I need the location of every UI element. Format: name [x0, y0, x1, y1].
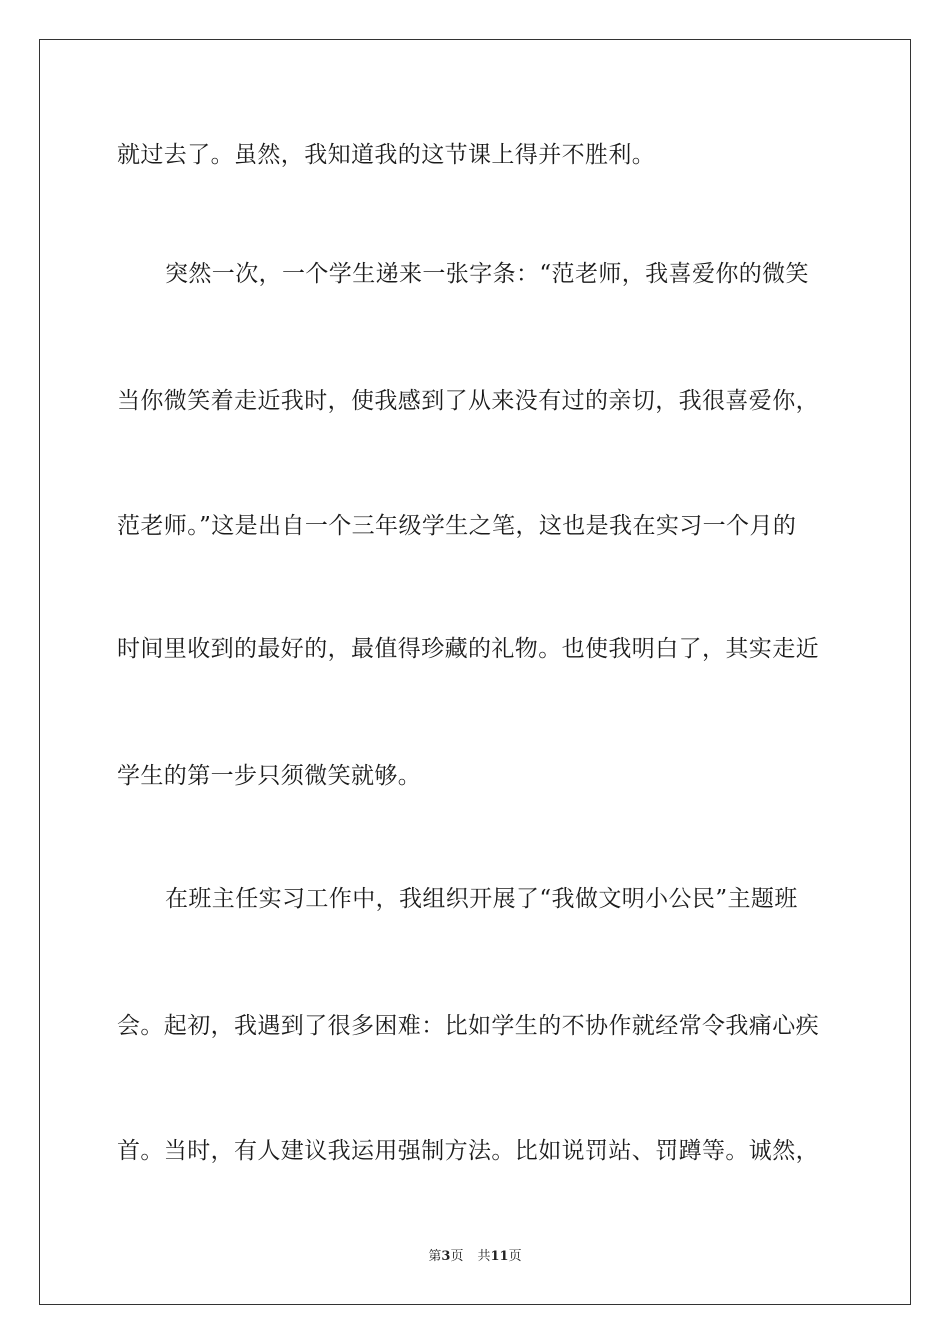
text-line-4: 范老师。”这是出自一个三年级学生之笔，这也是我在实习一个月的 [117, 513, 797, 539]
text-line-7: 在班主任实习工作中，我组织开展了“我做文明小公民”主题班 [165, 886, 798, 912]
text-line-9: 首。当时，有人建议我运用强制方法。比如说罚站、罚蹲等。诚然， [117, 1138, 819, 1164]
footer-page-total: 11 [490, 1249, 509, 1264]
text-line-8: 会。起初，我遇到了很多困难：比如学生的不协作就经常令我痛心疾 [117, 1013, 819, 1039]
footer-page-suffix: 页 [450, 1249, 464, 1264]
page-frame [39, 39, 911, 1305]
text-line-2: 突然一次，一个学生递来一张字条：“范老师，我喜爱你的微笑 [165, 261, 809, 287]
text-line-5: 时间里收到的最好的，最值得珍藏的礼物。也使我明白了，其实走近 [117, 636, 819, 662]
footer-total-prefix: 共 [477, 1249, 491, 1264]
text-line-6: 学生的第一步只须微笑就够。 [117, 763, 422, 789]
footer-total-suffix: 页 [508, 1249, 522, 1264]
text-line-1: 就过去了。虽然，我知道我的这节课上得并不胜利。 [117, 142, 656, 168]
footer-page-current: 3 [441, 1249, 451, 1264]
page-footer [0, 1248, 950, 1266]
text-line-3: 当你微笑着走近我时，使我感到了从来没有过的亲切，我很喜爱你， [117, 388, 819, 414]
footer-page-prefix: 第 [428, 1249, 442, 1264]
